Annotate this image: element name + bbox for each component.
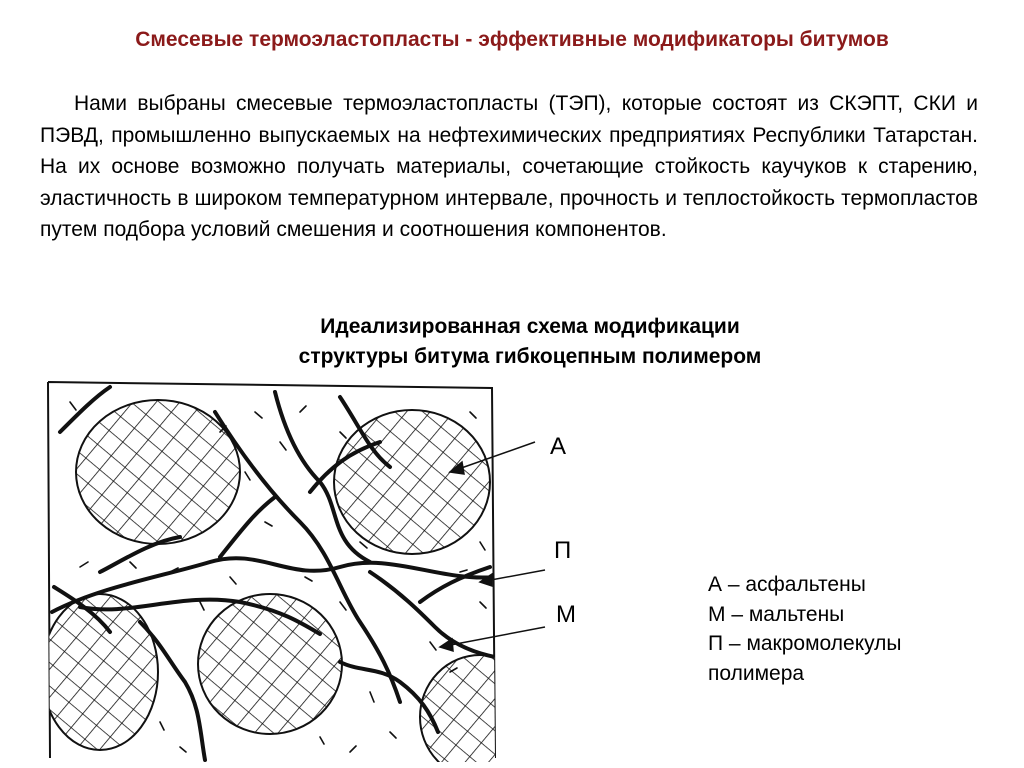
body-paragraph: Нами выбраны смесевые термоэластопласты (ТЭП), которые состоят из СКЭПТ, СКИ и ПЭВД, промышленно выпускаемых на нефтехимических предприятиях Республики Татарстан. На их основе возможно получать материалы, сочетающие стойкость каучуков к старению, эластичность в широком температурном интервале, прочность и теплостойкость термопластов путем подбора условий смешения и соотношения компонентов. xyxy=(40,92,978,241)
asphaltene-particle-1 xyxy=(76,400,240,544)
caption-line-2: структуры битума гибкоцепным полимером xyxy=(298,345,762,368)
legend-maltenes: М – мальтены xyxy=(708,602,845,626)
figure-caption xyxy=(230,312,830,372)
figure-legend xyxy=(708,570,902,688)
slide-title: Смесевые термоэластопласты - эффективные модификаторы битумов xyxy=(135,28,889,51)
asphaltene-particle-4 xyxy=(42,594,158,750)
asphaltene-particle-2 xyxy=(334,410,490,554)
legend-polymer-cont: полимера xyxy=(708,661,805,685)
legend-polymer: П – макромолекулы xyxy=(708,632,902,655)
bitumen-structure-diagram xyxy=(40,372,600,762)
caption-line-1: Идеализированная схема модификации xyxy=(320,315,740,338)
label-p: П xyxy=(554,537,572,564)
label-a: А xyxy=(550,433,567,460)
label-m: М xyxy=(556,601,576,628)
asphaltene-particle-5 xyxy=(420,655,540,762)
asphaltene-particle-3 xyxy=(198,594,342,734)
legend-asphaltenes: А – асфальтены xyxy=(708,573,866,596)
